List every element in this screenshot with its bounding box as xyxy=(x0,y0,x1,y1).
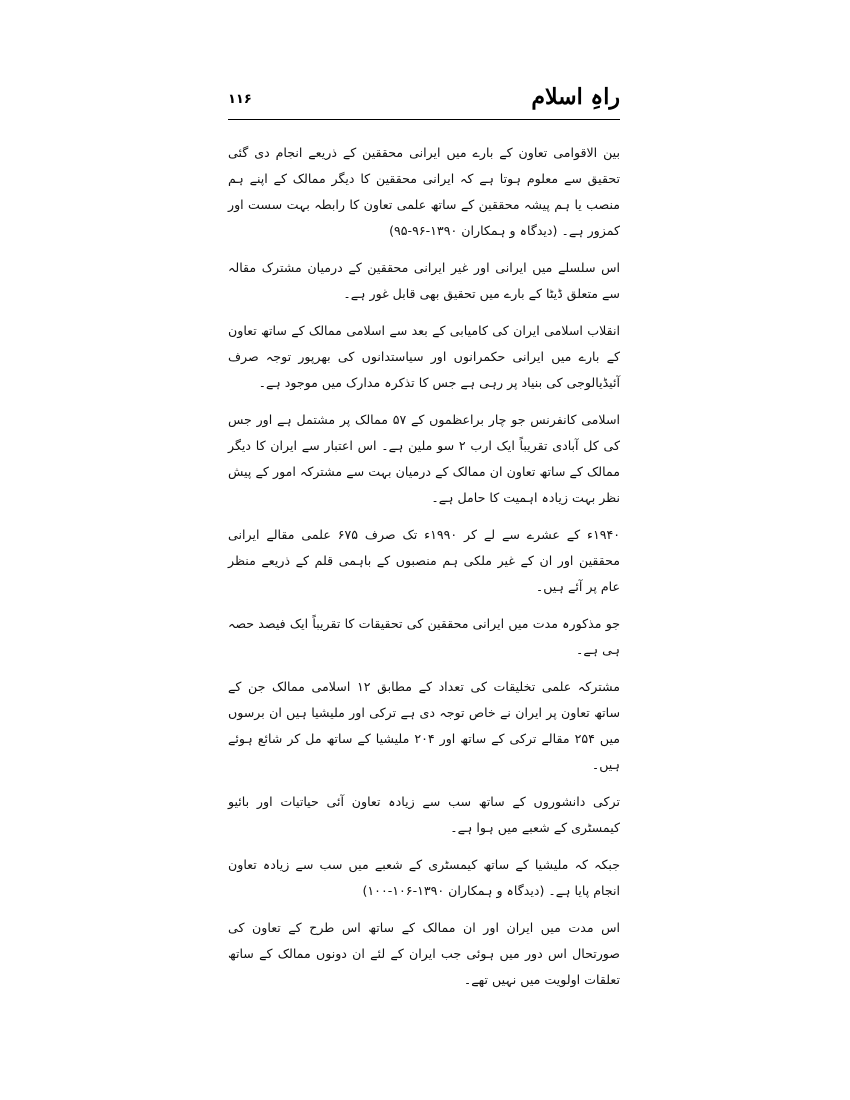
journal-logo: راہِ اسلام xyxy=(531,84,620,110)
paragraph: ۱۹۴۰ء کے عشرے سے لے کر ۱۹۹۰ء تک صرف ۶۷۵ علمی مقالے ایرانی محققین اور ان کے غیر ملکی ہم منصبوں کے باہمی قلم کے ذریعے منظر عام پر آئے ہیں۔ xyxy=(228,527,620,594)
paragraph: جو مذکورہ مدت میں ایرانی محققین کی تحقیقات کا تقریباً ایک فیصد حصہ ہی ہے۔ xyxy=(228,616,620,657)
paragraph: اس مدت میں ایران اور ان ممالک کے ساتھ اس طرح کے تعاون کی صورتحال اس دور میں ہوئی جب ایران کے لئے ان دونوں ممالک کے ساتھ تعلقات اولویت میں نہیں تھے۔ xyxy=(228,920,620,987)
paragraph: جبکہ کہ ملیشیا کے ساتھ کیمسٹری کے شعبے میں سب سے زیادہ تعاون انجام پایا ہے۔ (دیدگاہ و ہمکاران ۱۳۹۰-۱۰۶-۱۰۰) xyxy=(228,857,620,898)
paragraph: بین الاقوامی تعاون کے بارے میں ایرانی محققین کے ذریعے انجام دی گئی تحقیق سے معلوم ہوتا ہے کہ ایرانی محققین کا دیگر ممالک کے اپنے ہم منصب یا ہم پیشہ محققین کے ساتھ علمی تعاون کا رابطہ بہت سست اور کمزور ہے۔ (دیدگاہ و ہمکاران ۱۳۹۰-۹۶-۹۵) xyxy=(228,145,620,238)
paragraph: اس سلسلے میں ایرانی اور غیر ایرانی محققین کے درمیان مشترک مقالہ سے متعلق ڈیٹا کے بارے میں تحقیق بھی قابل غور ہے۔ xyxy=(228,260,620,301)
page-number: ۱۱۶ xyxy=(228,92,252,107)
paragraph: ترکی دانشوروں کے ساتھ سب سے زیادہ تعاون آئی حیاتیات اور بائیو کیمسٹری کے شعبے میں ہوا ہے۔ xyxy=(228,794,620,835)
page-header xyxy=(228,78,620,122)
paragraph: انقلاب اسلامی ایران کی کامیابی کے بعد سے اسلامی ممالک کے ساتھ تعاون کے بارے میں ایرانی حکمرانوں اور سیاستدانوں کی بھرپور توجہ صرف آئیڈیالوجی کی بنیاد پر رہی ہے جس کا تذکرہ مدارک میں موجود ہے۔ xyxy=(228,323,620,390)
paragraph: مشترکہ علمی تخلیقات کی تعداد کے مطابق ۱۲ اسلامی ممالک جن کے ساتھ تعاون پر ایران نے خاص توجہ دی ہے ترکی اور ملیشیا ہیں ان برسوں میں ۲۵۴ مقالے ترکی کے ساتھ اور ۲۰۴ ملیشیا کے ساتھ مل کر شائع ہوئے ہیں۔ xyxy=(228,679,620,772)
article-body xyxy=(228,140,620,1004)
paragraph: اسلامی کانفرنس جو چار براعظموں کے ۵۷ ممالک پر مشتمل ہے اور جس کی کل آبادی تقریباً ایک ارب ۲ سو ملین ہے۔ اس اعتبار سے ایران کا دیگر ممالک کے ساتھ تعاون ان ممالک کے درمیان بہت سے مشترکہ امور کے پیش نظر بہت زیادہ اہمیت کا حامل ہے۔ xyxy=(228,412,620,505)
header-rule xyxy=(228,119,620,120)
